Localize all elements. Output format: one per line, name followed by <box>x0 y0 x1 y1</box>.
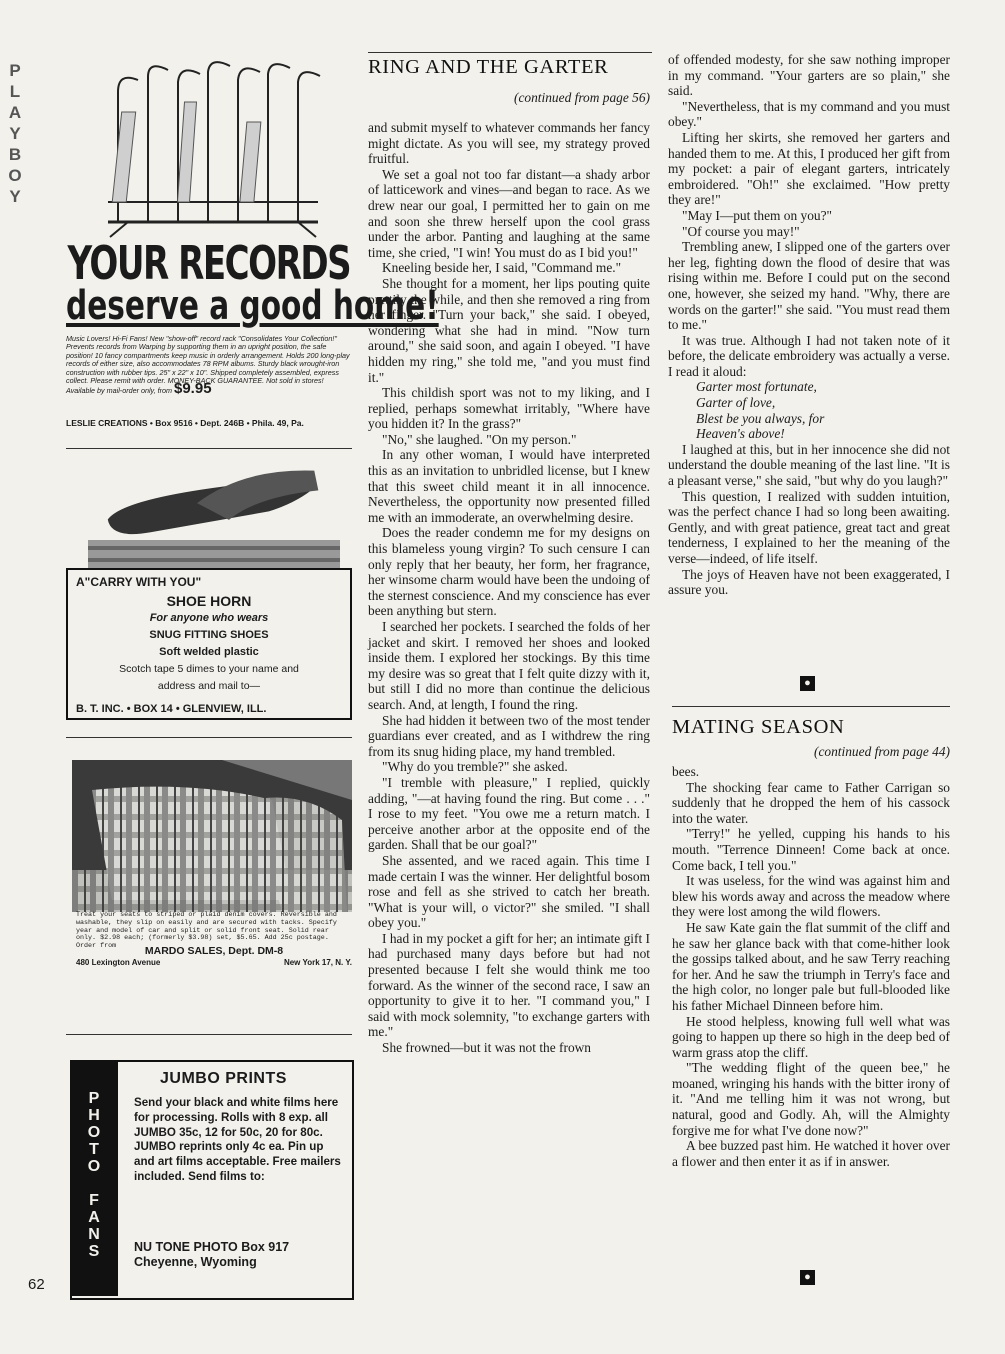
paragraph: bees. <box>672 764 700 779</box>
records-address: LESLIE CREATIONS • Box 9516 • Dept. 246B • Phila. 49, Pa. <box>66 418 304 428</box>
masthead-letter: Y <box>9 124 21 143</box>
mardo-street: 480 Lexington Avenue <box>76 958 161 967</box>
mating-title: MATING SEASON <box>672 716 845 738</box>
shoe-horn-ad <box>66 568 352 720</box>
ring-column-1 <box>368 120 650 1300</box>
photo-fans-letter: H <box>88 1107 100 1124</box>
verse-line: Blest be you always, for <box>696 410 825 426</box>
paragraph: This childish sport was not to my liking, and I replied, perhaps somewhat irritably, "Where have you hidden it? In the grass?" <box>368 385 650 432</box>
mating-continued: (continued from page 44) <box>814 744 950 759</box>
ring-title: RING AND THE GARTER <box>368 56 609 78</box>
divider <box>672 706 950 707</box>
paragraph: I had in my pocket a gift for her; an intimate gift I had purchased many days before but had not presented because I felt she would think me too forward. As the winner of the second race, I saw an opportunity to give it to her. "I command you," I said with mock solemnity, "to exchange garters with me." <box>368 930 650 1040</box>
shoe-line3: For anyone who wears <box>149 612 269 624</box>
paragraph: She had hidden it between two of the most tender guardians ever created, and as I withdrew the ring from its snug hiding place, my hand trembled. <box>368 712 650 759</box>
garter-verse <box>668 379 950 441</box>
paragraph: We set a goal not too far distant—a shady arbor of latticework and vines—and began to race. As we drew near our goal, I permitted her to gain on me and soon she threw herself upon the cool grass under the arbor. Panting and laughing at the same time, she cried, "I win! You must do as I bid you!" <box>368 166 650 260</box>
mardo-name: MARDO SALES, Dept. DM-8 <box>144 945 284 957</box>
shoe-line6: Scotch tape 5 dimes to your name and <box>119 663 299 675</box>
page-number: 62 <box>28 1276 45 1293</box>
shoe-address: B. T. INC. • BOX 14 • GLENVIEW, ILL. <box>76 703 267 715</box>
paragraph: of offended modesty, for she saw nothing improper in my command. "Your garters are so plain," she said. <box>668 52 950 99</box>
jumbo-addr2: Cheyenne, Wyoming <box>134 1255 257 1269</box>
paragraph: He stood helpless, knowing full well what was going to happen up there so high in the deep bed of warm grass atop the cliff. <box>672 1013 950 1060</box>
mating-column <box>672 764 950 1169</box>
paragraph: I laughed at this, but in her innocence she did not understand the double meaning of the last line. "It is a pleasant verse," she said, "but why do you laugh?" <box>668 441 950 489</box>
ring-continued: (continued from page 56) <box>514 90 650 105</box>
paragraph: "No," she laughed. "On my person." <box>382 431 577 447</box>
paragraph: "Terry!" he yelled, cupping his hands to his mouth. "Terrence Dinneen! Come back at once. Come back, I tell you." <box>672 826 950 873</box>
photo-fans-letter: F <box>89 1192 99 1209</box>
record-rack-illustration <box>88 52 338 242</box>
mardo-city: New York 17, N. Y. <box>283 958 352 967</box>
photo-fans-letter: A <box>88 1209 100 1226</box>
paragraph: "May I—put them on you?" <box>682 207 833 223</box>
paragraph: He saw Kate gain the flat summit of the cliff and he saw her glance back with that come-hither look the gossips talked about, and he saw Terry reaching for her. And he saw the triumph in Terry's face and the high color, no longer pale but full-blooded like his father Michael Dinneen before him. <box>672 919 950 1013</box>
verse-line: Garter of love, <box>696 395 776 411</box>
verse-line: Heaven's above! <box>696 426 785 442</box>
jumbo-addr1: NU TONE PHOTO Box 917 <box>134 1240 290 1254</box>
masthead-letter: Y <box>9 187 21 206</box>
paragraph: The joys of Heaven have not been exaggerated, I assure you. <box>668 566 950 598</box>
photo-fans-letter: T <box>89 1141 99 1158</box>
mardo-address <box>76 958 352 967</box>
records-body-text: Music Lovers! Hi-Fi Fans! New "show-off" record rack "Consolidates Your Collection!" Prevents records from Warping by supporting them in an upright position, the safe position! 10 fancy compartments keep music in orderly arrangement. Holds 200 long-play records of either size, also accommodates 78 RPM albums. Sturdy black wrought-iron construction with rubber tips. 25" x 22" x 10". Shipped completely assembled, express collect. Please remit with order. MONEY-BACK GUARANTEE. Not sold in stores! Available by mail-order only, from <box>66 334 350 396</box>
photo-fans-letter: S <box>88 1243 100 1260</box>
records-body <box>66 335 350 396</box>
paragraph: She frowned—but it was not the frown <box>382 1040 592 1056</box>
shoe-horn-illustration <box>88 462 340 572</box>
shoe-line7: address and mail to— <box>157 680 261 692</box>
paragraph: "Why do you tremble?" she asked. <box>382 759 568 775</box>
shoe-line4: SNUG FITTING SHOES <box>149 629 269 641</box>
paragraph: and submit myself to whatever commands her fancy might dictate. As you will see, my strategy proved fruitful. <box>368 120 650 167</box>
bunny-end-mark-icon: ● <box>800 676 815 691</box>
verse-line: Garter most fortunate, <box>696 379 817 395</box>
paragraph: Trembling anew, I slipped one of the garters over her leg, fighting down the flood of desire that was rising within me. Before I could put on the second one, however, she seized my hand. "Why, there are words on the garter!" she said. "You must read them to me." <box>668 239 950 333</box>
divider <box>66 448 352 449</box>
masthead-vertical <box>4 60 26 207</box>
paragraph: The shocking fear came to Father Carrigan so suddenly that he dropped the hem of his cassock into the water. <box>672 779 950 826</box>
photo-fans-letter: O <box>87 1124 101 1141</box>
paragraph: She thought for a moment, her lips pouting quite prettily the while, and then she removed a ring from her finger. "Turn your back," she said. I obeyed, wondering what she had in mind. "Now turn around," she said soon, and again I obeyed. "I have hidden my ring," she told me, "and you must find it." <box>368 275 650 385</box>
jumbo-address <box>134 1240 344 1270</box>
masthead-letter: B <box>8 145 22 164</box>
mardo-body: Treat your seats to striped or plaid denim covers. Reversible and washable, they slip on easily and are secured with tacks. Specify year and model of car and split or solid front seat. Solid rear only. $2.98 each; (formerly $3.98) set, $5.65. Add 25c postage. Order from <box>76 911 337 951</box>
ring-column-2 <box>668 52 950 598</box>
photo-fans-vertical <box>80 1090 108 1260</box>
seat-cover-photo <box>72 760 352 912</box>
jumbo-title: JUMBO PRINTS <box>160 1070 287 1087</box>
divider <box>66 737 352 738</box>
paragraph: I searched her pockets. I searched the folds of her jacket and skirt. I removed her shoes and looked inside them. I explored her stockings. By this time my desire was so great that I felt quite dizzy with it, but still I did no more than continue the delicious search. And, at length, I found the ring. <box>368 619 650 712</box>
paragraph: In any other woman, I would have interpreted this as an invitation to unbridled license, but I knew that this sweet child meant it in all innocence. Nevertheless, the opportunity now presented filled me with an immoderate, an overwhelming desire. <box>368 447 650 525</box>
paragraph: "Nevertheless, that is my command and you must obey." <box>668 98 950 130</box>
paragraph: Does the reader condemn me for my designs on this blameless young virgin? To such censure I can only reply that her beauty, her form, her fragrance, her winsome charm would have been the undoing of the sternest conscience. And my conscience has ever been anything but stern. <box>368 525 650 619</box>
photo-fans-letter <box>80 1175 108 1192</box>
masthead-letter: O <box>8 166 22 185</box>
paragraph: She assented, and we raced again. This time I made certain I was the winner. Her delightful bosom rose and fell as she strived to catch her breath. "What is your will, o victor?" she smiled. "I shall obey you." <box>368 852 650 931</box>
records-subhead: deserve a good home! <box>66 283 439 329</box>
paragraph: It was useless, for the wind was against him and blew his words away and across the meadow where they were lost among the wild flowers. <box>672 873 950 920</box>
divider <box>66 1034 352 1035</box>
shoe-line1: A"CARRY WITH YOU" <box>76 575 202 589</box>
paragraph: "The wedding flight of the queen bee," he moaned, wringing his hands with the bitter irony of it. "And me telling him it was not wrong, but natural, good and Godly. Ah, will the Almighty forgive me for what I've done now?" <box>672 1060 950 1138</box>
shoe-line5: Soft welded plastic <box>159 646 259 658</box>
photo-fans-letter: N <box>88 1226 100 1243</box>
records-price: $9.95 <box>174 380 212 398</box>
jumbo-body: Send your black and white films here for processing. Rolls with 8 exp. all JUMBO 35c, 12 for 50c, 20 for 80c. JUMBO reprints only 4c ea. Pin up and art films acceptable. Free mailers included. Send films to: <box>134 1096 341 1183</box>
photo-fans-letter: P <box>88 1090 100 1107</box>
paragraph: It was true. Although I had not taken note of it before, the delicate embroidery was actually a verse. I read it aloud: <box>668 332 950 379</box>
masthead-letter: L <box>9 82 21 101</box>
top-rule <box>368 52 652 53</box>
masthead-text <box>4 60 26 207</box>
paragraph: A bee buzzed past him. He watched it hover over a flower and then enter it as if in answer. <box>672 1138 950 1169</box>
masthead-letter: P <box>9 61 21 80</box>
paragraph: "Of course you may!" <box>682 223 800 239</box>
bunny-end-mark-icon: ● <box>800 1270 815 1285</box>
paragraph: Lifting her skirts, she removed her garters and handed them to me. At this, I produced her gift from my pocket: a pair of elegant garters, intricately embroidered. "Oh!" she exclaimed. "How pretty they are!" <box>668 129 950 208</box>
masthead-letter: A <box>8 103 22 122</box>
records-headline: YOUR RECORDS <box>67 236 351 290</box>
paragraph: "I tremble with pleasure," I replied, quickly adding, "—at having found the ring. But come . . ." I rose to my feet. "You owe me a return match. I perceive another arbor at the opposite end of the garden. Shall that be our goal?" <box>368 774 650 853</box>
photo-fans-letter: O <box>87 1158 101 1175</box>
shoe-line2: SHOE HORN <box>166 593 252 609</box>
paragraph: Kneeling beside her, I said, "Command me." <box>382 260 622 276</box>
paragraph: This question, I realized with sudden intuition, was the perfect chance I had so long been awaiting. Gently, and with great patience, great tact and great tenderness, I explained to her the meaning of the verse—indeed, of life itself. <box>668 488 950 566</box>
